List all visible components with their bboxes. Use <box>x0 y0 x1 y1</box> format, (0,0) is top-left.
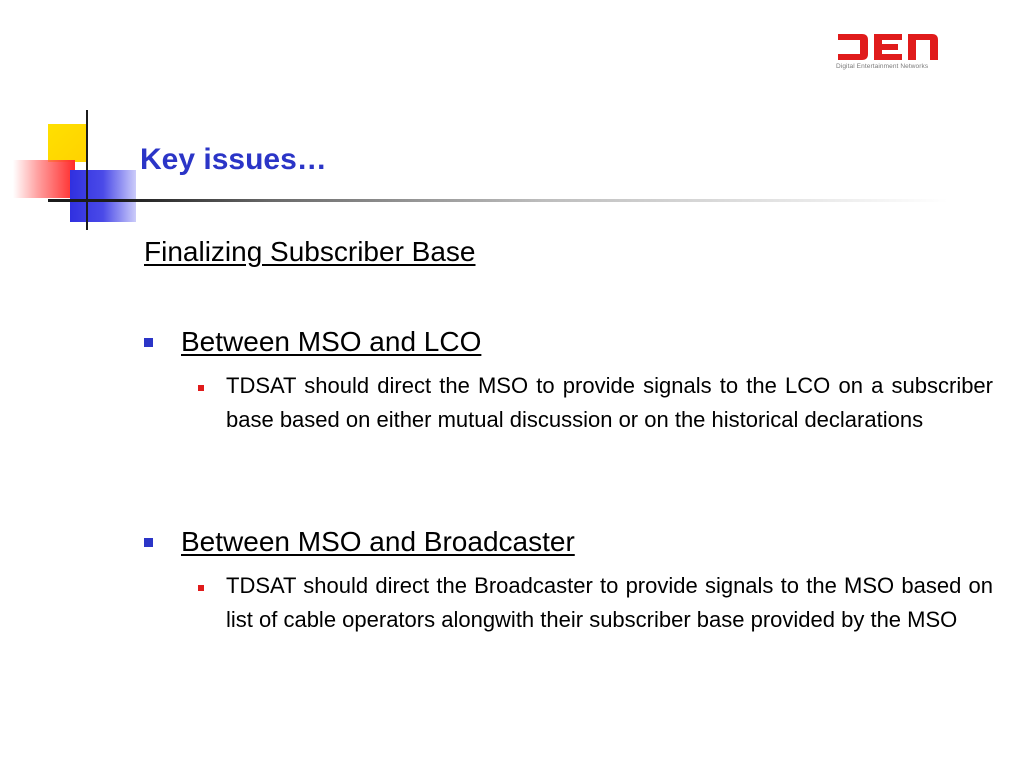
sub-bullet-text: TDSAT should direct the Broadcaster to provide signals to the MSO based on list of cable operators alongwith their subscriber base provided by the MSO <box>226 573 993 632</box>
bullet-marker <box>144 538 153 547</box>
bullet-marker <box>144 338 153 347</box>
bullet-heading: Between MSO and Broadcaster <box>181 526 575 557</box>
decor-vertical-line <box>86 110 88 230</box>
title-underline-rule <box>48 199 948 202</box>
slide-title: Key issues… <box>140 143 327 176</box>
sub-bullet-item-broadcaster <box>198 575 993 637</box>
logo-tagline: Digital Entertainment Networks <box>836 63 929 70</box>
sub-bullet-marker <box>198 385 204 391</box>
decor-blue-square <box>70 170 136 222</box>
sub-bullet-marker <box>198 585 204 591</box>
sub-bullet-text: TDSAT should direct the MSO to provide signals to the LCO on a subscriber base based on either mutual discussion or on the historical declarations <box>226 373 993 432</box>
section-heading: Finalizing Subscriber Base <box>144 236 476 267</box>
bullet-item-broadcaster <box>144 526 575 558</box>
decor-red-square <box>13 160 75 198</box>
bullet-item-lco <box>144 326 481 358</box>
decor-yellow-square <box>48 124 86 162</box>
sub-bullet-item-lco <box>198 375 993 437</box>
bullet-heading: Between MSO and LCO <box>181 326 482 357</box>
